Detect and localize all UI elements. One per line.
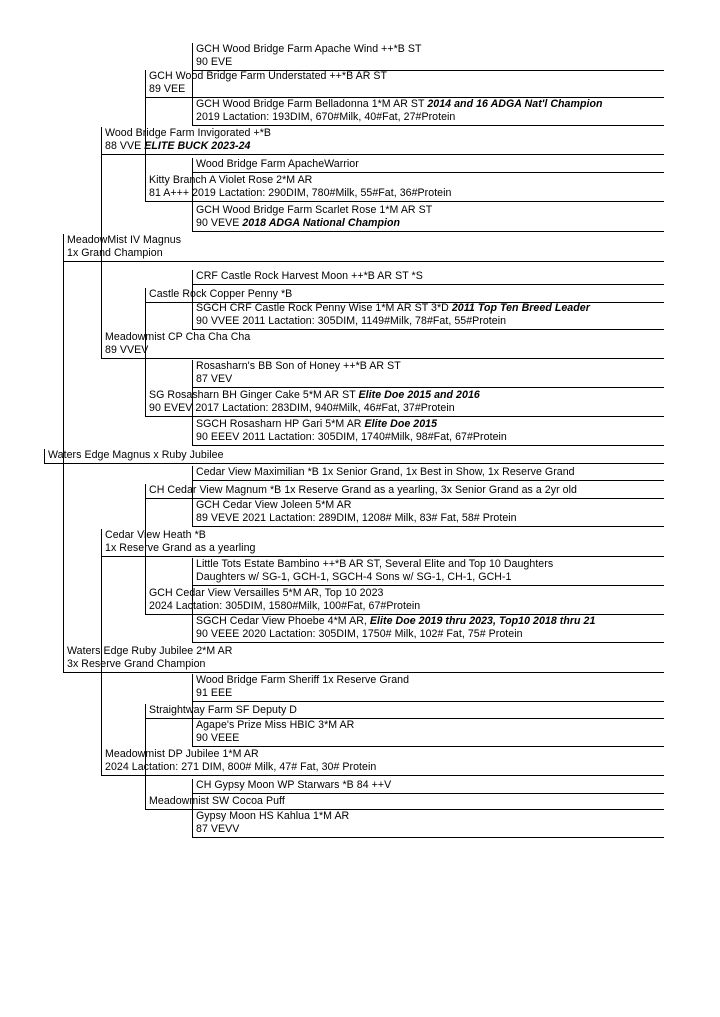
entry-line-1 bbox=[196, 810, 349, 824]
pedigree-entry bbox=[192, 719, 664, 747]
connector-line bbox=[192, 173, 193, 232]
entry-line-1 bbox=[196, 418, 437, 432]
entry-line-1 bbox=[105, 748, 259, 762]
entry-name: GCH Cedar View Versailles 5*M AR, Top 10 2023 bbox=[149, 587, 384, 599]
entry-name: Wood Bridge Farm ApacheWarrior bbox=[196, 158, 359, 170]
pedigree-entry bbox=[192, 615, 664, 643]
entry-line-1 bbox=[196, 615, 595, 629]
entry-name: CH Gypsy Moon WP Starwars *B 84 ++V bbox=[196, 779, 392, 791]
entry-line-2 bbox=[105, 344, 148, 358]
entry-line-2 bbox=[105, 140, 251, 154]
entry-detail: 88 VVE bbox=[105, 140, 145, 152]
entry-detail: 3x Reserve Grand Champion bbox=[67, 658, 206, 670]
entry-detail: Daughters w/ SG-1, GCH-1, SGCH-4 Sons w/ SG-1, CH-1, GCH-1 bbox=[196, 571, 512, 583]
entry-name: Cedar View Maximilian *B 1x Senior Grand, 1x Best in Show, 1x Reserve Grand bbox=[196, 466, 575, 478]
entry-honor: Elite Doe 2015 and 2016 bbox=[358, 389, 480, 401]
entry-line-2 bbox=[196, 687, 232, 701]
entry-line-2 bbox=[196, 628, 523, 642]
entry-name: GCH Wood Bridge Farm Understated ++*B AR ST bbox=[149, 70, 388, 82]
pedigree-entry bbox=[145, 587, 664, 615]
entry-line-1 bbox=[149, 389, 480, 403]
pedigree-entry bbox=[145, 484, 664, 499]
entry-name: GCH Cedar View Joleen 5*M AR bbox=[196, 499, 352, 511]
entry-honor: Elite Doe 2015 bbox=[364, 418, 438, 430]
pedigree-entry bbox=[192, 204, 664, 232]
entry-line-1 bbox=[105, 127, 271, 141]
entry-name: GCH Wood Bridge Farm Scarlet Rose 1*M AR ST bbox=[196, 204, 433, 216]
entry-detail: 2019 Lactation: 193DIM, 670#Milk, 40#Fat, 27#Protein bbox=[196, 111, 456, 123]
entry-line-1 bbox=[196, 719, 354, 733]
entry-detail: 90 VEVE bbox=[196, 217, 243, 229]
entry-line-2 bbox=[196, 217, 400, 231]
entry-line-1 bbox=[196, 158, 359, 172]
entry-detail: 87 VEV bbox=[196, 373, 233, 385]
pedigree-entry bbox=[192, 499, 664, 527]
connector-line bbox=[192, 71, 193, 126]
entry-name: Meadowmist SW Cocoa Puff bbox=[149, 795, 285, 807]
entry-name: Straightway Farm SF Deputy D bbox=[149, 704, 297, 716]
entry-line-1 bbox=[149, 587, 383, 601]
connector-line bbox=[101, 557, 102, 776]
entry-name: Meadowmist CP Cha Cha Cha bbox=[105, 331, 251, 343]
entry-name: SG Rosasharn BH Ginger Cake 5*M AR ST bbox=[149, 389, 359, 401]
entry-line-2 bbox=[196, 431, 507, 445]
pedigree-entry bbox=[63, 645, 664, 673]
entry-line-1 bbox=[149, 288, 292, 302]
entry-detail: 2024 Lactation: 271 DIM, 800# Milk, 47# Fat, 30# Protein bbox=[105, 761, 377, 773]
entry-name: Waters Edge Magnus x Ruby Jubilee bbox=[48, 449, 224, 461]
pedigree-entry bbox=[101, 748, 664, 776]
entry-line-1 bbox=[149, 174, 312, 188]
connector-line bbox=[145, 719, 146, 810]
entry-line-1 bbox=[196, 779, 391, 793]
entry-line-2 bbox=[196, 111, 455, 125]
connector-line bbox=[192, 702, 193, 747]
pedigree-entry bbox=[192, 98, 664, 126]
pedigree-entry bbox=[192, 558, 664, 586]
entry-name: Agape's Prize Miss HBIC 3*M AR bbox=[196, 719, 355, 731]
pedigree-entry bbox=[44, 449, 664, 464]
entry-detail: 81 A+++ 2019 Lactation: 290DIM, 780#Milk, 55#Fat, 36#Protein bbox=[149, 187, 452, 199]
entry-detail: 89 VVEV bbox=[105, 344, 149, 356]
entry-line-2 bbox=[149, 600, 420, 614]
entry-line-1 bbox=[196, 558, 553, 572]
entry-name: CRF Castle Rock Harvest Moon ++*B AR ST *S bbox=[196, 270, 423, 282]
entry-line-1 bbox=[196, 270, 423, 284]
entry-line-1 bbox=[196, 674, 409, 688]
entry-detail: 90 EVE bbox=[196, 56, 233, 68]
entry-line-1 bbox=[196, 360, 401, 374]
entry-line-2 bbox=[105, 542, 255, 556]
entry-line-1 bbox=[196, 302, 590, 316]
entry-honor: 2014 and 16 ADGA Nat'l Champion bbox=[427, 98, 603, 110]
connector-line bbox=[101, 155, 102, 359]
pedigree-entry bbox=[192, 43, 664, 71]
entry-name: Waters Edge Ruby Jubilee 2*M AR bbox=[67, 645, 233, 657]
entry-line-1 bbox=[105, 331, 250, 345]
pedigree-entry bbox=[192, 466, 664, 481]
connector-line bbox=[192, 481, 193, 527]
entry-name: Wood Bridge Farm Sheriff 1x Reserve Grand bbox=[196, 674, 410, 686]
entry-line-2 bbox=[67, 658, 205, 672]
entry-honor: Elite Doe 2019 thru 2023, Top10 2018 thru 21 bbox=[369, 615, 596, 627]
entry-line-2 bbox=[149, 187, 451, 201]
connector-line bbox=[192, 586, 193, 643]
entry-line-1 bbox=[105, 529, 206, 543]
connector-line bbox=[192, 285, 193, 330]
entry-line-1 bbox=[196, 204, 432, 218]
entry-name: GCH Wood Bridge Farm Belladonna 1*M AR ST bbox=[196, 98, 428, 110]
pedigree-entry bbox=[145, 174, 664, 202]
pedigree-entry bbox=[192, 779, 664, 794]
entry-line-2 bbox=[67, 247, 163, 261]
entry-line-2 bbox=[196, 571, 512, 585]
entry-line-1 bbox=[149, 70, 387, 84]
pedigree-entry bbox=[192, 158, 664, 173]
pedigree-entry bbox=[192, 270, 664, 285]
connector-line bbox=[145, 499, 146, 615]
entry-honor: 2011 Top Ten Breed Leader bbox=[451, 302, 590, 314]
entry-detail: 89 VEVE 2021 Lactation: 289DIM, 1208# Milk, 83# Fat, 58# Protein bbox=[196, 512, 517, 524]
entry-line-2 bbox=[196, 823, 239, 837]
entry-detail: 1x Grand Champion bbox=[67, 247, 163, 259]
entry-line-2 bbox=[196, 315, 506, 329]
entry-detail: 90 EEEV 2011 Lactation: 305DIM, 1740#Milk, 98#Fat, 67#Protein bbox=[196, 431, 507, 443]
entry-detail: 90 VVEE 2011 Lactation: 305DIM, 1149#Milk, 78#Fat, 55#Protein bbox=[196, 315, 507, 327]
entry-line-2 bbox=[196, 512, 517, 526]
entry-line-1 bbox=[149, 484, 577, 498]
entry-line-1 bbox=[196, 98, 603, 112]
pedigree-entry bbox=[192, 360, 664, 388]
entry-honor: ELITE BUCK 2023-24 bbox=[144, 140, 251, 152]
connector-line bbox=[192, 794, 193, 838]
entry-detail: 1x Reserve Grand as a yearling bbox=[105, 542, 256, 554]
entry-name: Castle Rock Copper Penny *B bbox=[149, 288, 293, 300]
entry-line-2 bbox=[149, 83, 185, 97]
connector-line bbox=[63, 262, 64, 673]
entry-name: SGCH Cedar View Phoebe 4*M AR, bbox=[196, 615, 370, 627]
entry-name: GCH Wood Bridge Farm Apache Wind ++*B ST bbox=[196, 43, 422, 55]
pedigree-entry bbox=[101, 127, 664, 155]
entry-name: Meadowmist DP Jubilee 1*M AR bbox=[105, 748, 259, 760]
pedigree-entry bbox=[192, 418, 664, 446]
entry-line-1 bbox=[196, 499, 351, 513]
entry-detail: 2024 Lactation: 305DIM, 1580#Milk, 100#Fat, 67#Protein bbox=[149, 600, 421, 612]
pedigree-entry bbox=[145, 704, 664, 719]
entry-name: Little Tots Estate Bambino ++*B AR ST, Several Elite and Top 10 Daughters bbox=[196, 558, 554, 570]
entry-name: SGCH CRF Castle Rock Penny Wise 1*M AR ST 3*D bbox=[196, 302, 452, 314]
pedigree-entry bbox=[192, 302, 664, 330]
entry-detail: 90 VEEE bbox=[196, 732, 240, 744]
entry-line-2 bbox=[196, 373, 232, 387]
entry-name: Rosasharn's BB Son of Honey ++*B AR ST bbox=[196, 360, 401, 372]
entry-name: CH Cedar View Magnum *B 1x Reserve Grand as a yearling, 3x Senior Grand as a 2yr old bbox=[149, 484, 577, 496]
entry-name: Cedar View Heath *B bbox=[105, 529, 206, 541]
entry-detail: 91 EEE bbox=[196, 687, 233, 699]
entry-line-1 bbox=[149, 704, 297, 718]
entry-line-1 bbox=[48, 449, 224, 463]
pedigree-entry bbox=[63, 234, 664, 262]
entry-detail: 90 EVEV 2017 Lactation: 283DIM, 940#Milk, 46#Fat, 37#Protein bbox=[149, 402, 455, 414]
entry-name: Gypsy Moon HS Kahlua 1*M AR bbox=[196, 810, 350, 822]
entry-line-2 bbox=[196, 732, 239, 746]
pedigree-entry bbox=[145, 70, 664, 98]
pedigree-entry bbox=[145, 288, 664, 303]
entry-line-1 bbox=[67, 645, 232, 659]
pedigree-entry bbox=[192, 674, 664, 702]
entry-name: Wood Bridge Farm Invigorated +*B bbox=[105, 127, 271, 139]
entry-line-1 bbox=[196, 466, 575, 480]
entry-detail: 89 VEE bbox=[149, 83, 186, 95]
entry-line-2 bbox=[196, 56, 232, 70]
pedigree-entry bbox=[192, 810, 664, 838]
entry-line-1 bbox=[67, 234, 181, 248]
entry-name: SGCH Rosasharn HP Gari 5*M AR bbox=[196, 418, 365, 430]
connector-line bbox=[192, 388, 193, 446]
entry-honor: 2018 ADGA National Champion bbox=[242, 217, 401, 229]
pedigree-entry bbox=[101, 331, 664, 359]
pedigree-entry bbox=[145, 389, 664, 417]
entry-detail: 90 VEEE 2020 Lactation: 305DIM, 1750# Milk, 102# Fat, 75# Protein bbox=[196, 628, 523, 640]
connector-line bbox=[145, 98, 146, 202]
entry-line-2 bbox=[149, 402, 455, 416]
entry-detail: 87 VEVV bbox=[196, 823, 240, 835]
entry-line-1 bbox=[196, 43, 422, 57]
pedigree-entry bbox=[101, 529, 664, 557]
entry-line-1 bbox=[149, 795, 285, 809]
entry-name: MeadowMist IV Magnus bbox=[67, 234, 182, 246]
connector-line bbox=[145, 303, 146, 417]
pedigree-entry bbox=[145, 795, 664, 810]
entry-name: Kitty Branch A Violet Rose 2*M AR bbox=[149, 174, 313, 186]
